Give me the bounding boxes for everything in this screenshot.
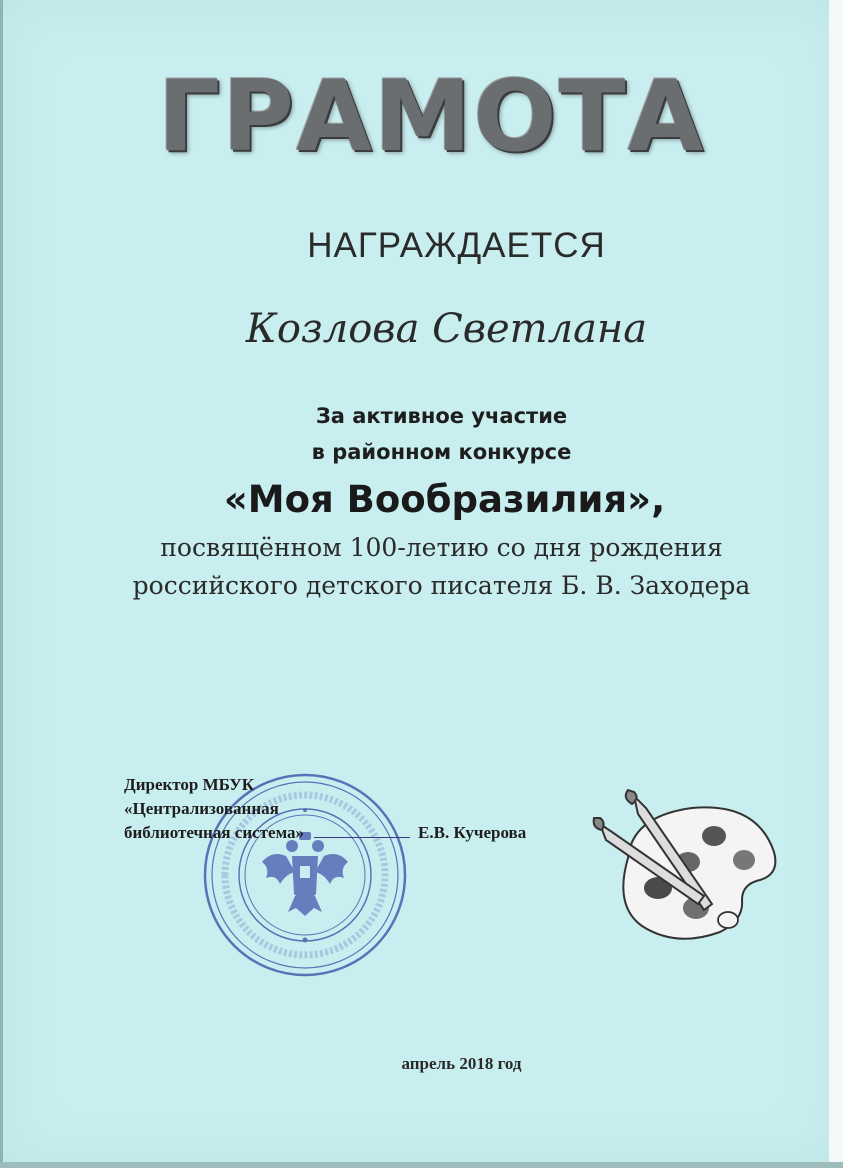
reason-line-1: За активное участие (315, 404, 568, 428)
certificate-title: ГРАМОТА (157, 60, 706, 174)
signature-block (124, 773, 526, 845)
signer-position-line-2: «Централизованная (124, 799, 279, 818)
signer-position-line-3: библиотечная система» (124, 823, 305, 842)
dedication-line-2: российского детского писателя Б. В. Заходера (132, 571, 751, 600)
contest-name: «Моя Вообразилия», (223, 478, 666, 521)
signer-line-row (124, 821, 526, 845)
scan-edge-bottom (0, 1162, 843, 1168)
signer-name: Е.В. Кучерова (418, 823, 527, 842)
recipient-name: Козлова Светлана (245, 306, 648, 352)
dedication-line-1: посвящённом 100-летию со дня рождения (160, 533, 723, 562)
reason-line-2: в районном конкурсе (311, 440, 572, 464)
art-palette-icon (592, 788, 792, 953)
awarded-label: НАГРАЖДАЕТСЯ (307, 226, 606, 265)
signer-position-line-1: Директор МБУК (124, 775, 255, 794)
signature-line (314, 837, 410, 838)
issue-date: апрель 2018 год (401, 1054, 522, 1073)
